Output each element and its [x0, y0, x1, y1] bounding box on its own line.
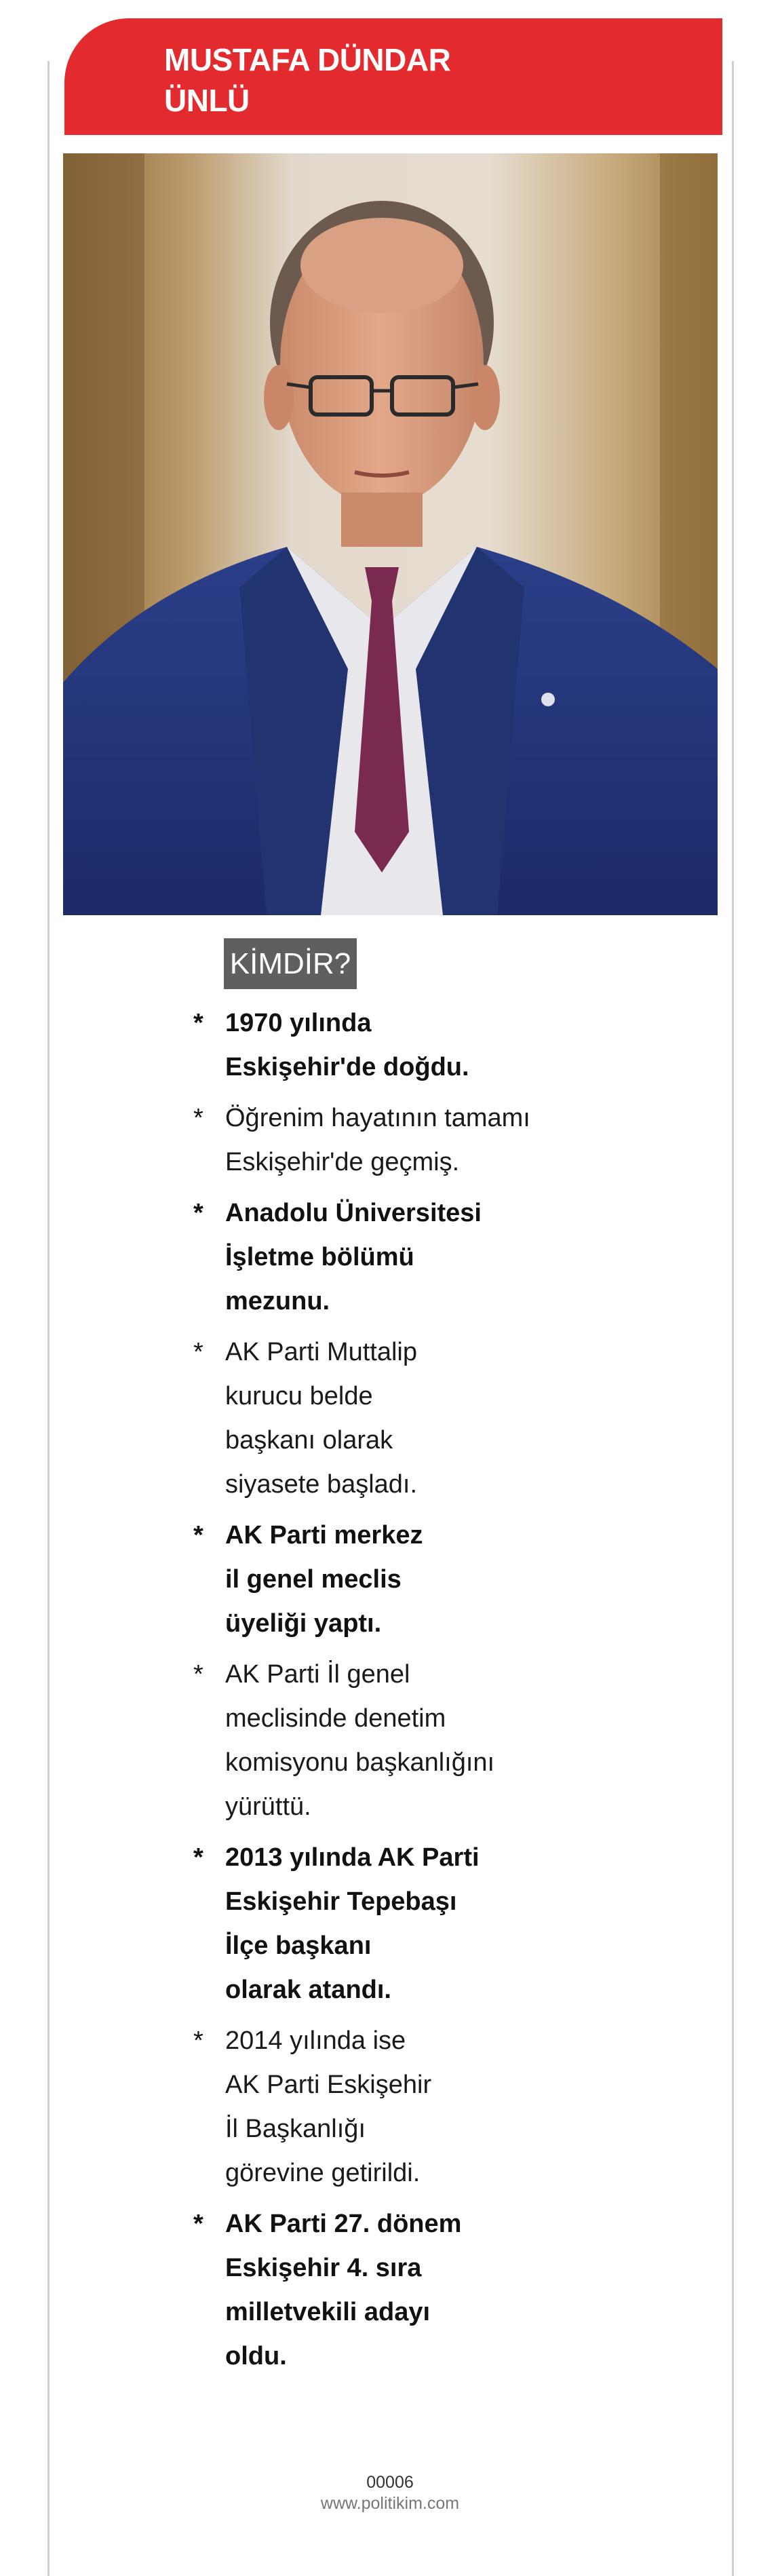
bio-item [193, 1330, 573, 1507]
person-name-line1: MUSTAFA DÜNDAR [164, 42, 451, 77]
bio-item-text: AK Parti Muttalip kurucu belde başkanı olarak siyasete başladı. [225, 1338, 418, 1499]
bio-item [193, 2202, 573, 2379]
bio-item-text: AK Parti 27. dönem Eskişehir 4. sıra milletvekili adayı oldu. [225, 2210, 462, 2370]
bio-item-text: AK Parti merkez il genel meclis üyeliği yaptı. [225, 1521, 423, 1638]
bio-item-text: AK Parti İl genel meclisinde denetim komisyonu başkanlığını yürüttü. [225, 1660, 495, 1821]
bio-item [193, 1514, 573, 1646]
bio-item [193, 1096, 573, 1185]
bullet-star-icon: * [193, 1199, 203, 1227]
bio-item-text: 1970 yılında Eskişehir'de doğdu. [225, 1009, 469, 1081]
bullet-star-icon: * [193, 1521, 203, 1550]
bio-item [193, 2019, 573, 2195]
bullet-star-icon: * [193, 1843, 203, 1872]
person-name [164, 39, 639, 121]
bullet-star-icon: * [193, 2210, 203, 2238]
bullet-star-icon: * [193, 1009, 203, 1037]
bio-item-text: Anadolu Üniversitesi İşletme bölümü mezunu. [225, 1199, 482, 1315]
bio-item [193, 1001, 573, 1090]
bio-item-text: 2013 yılında AK Parti Eskişehir Tepebaşı İlçe başkanı olarak atandı. [225, 1843, 480, 2004]
footer-site: www.politikim.com [320, 2494, 460, 2513]
bio-list [193, 1001, 573, 2385]
portrait-photo [63, 153, 718, 915]
bio-item-text: Öğrenim hayatının tamamı Eskişehir'de geçmiş. [225, 1104, 530, 1176]
bio-item [193, 1653, 573, 1829]
person-name-line2: ÜNLÜ [164, 83, 250, 118]
bullet-star-icon: * [193, 1338, 203, 1366]
bio-item [193, 1191, 573, 1324]
bio-item-text: 2014 yılında ise AK Parti Eskişehir İl Başkanlığı görevine getirildi. [225, 2026, 432, 2187]
bullet-star-icon: * [193, 1104, 203, 1132]
bullet-star-icon: * [193, 2026, 203, 2055]
footer-code: 00006 [366, 2473, 414, 2492]
bullet-star-icon: * [193, 1660, 203, 1689]
bio-item [193, 1836, 573, 2012]
section-label-kimdir: KİMDİR? [224, 938, 357, 989]
